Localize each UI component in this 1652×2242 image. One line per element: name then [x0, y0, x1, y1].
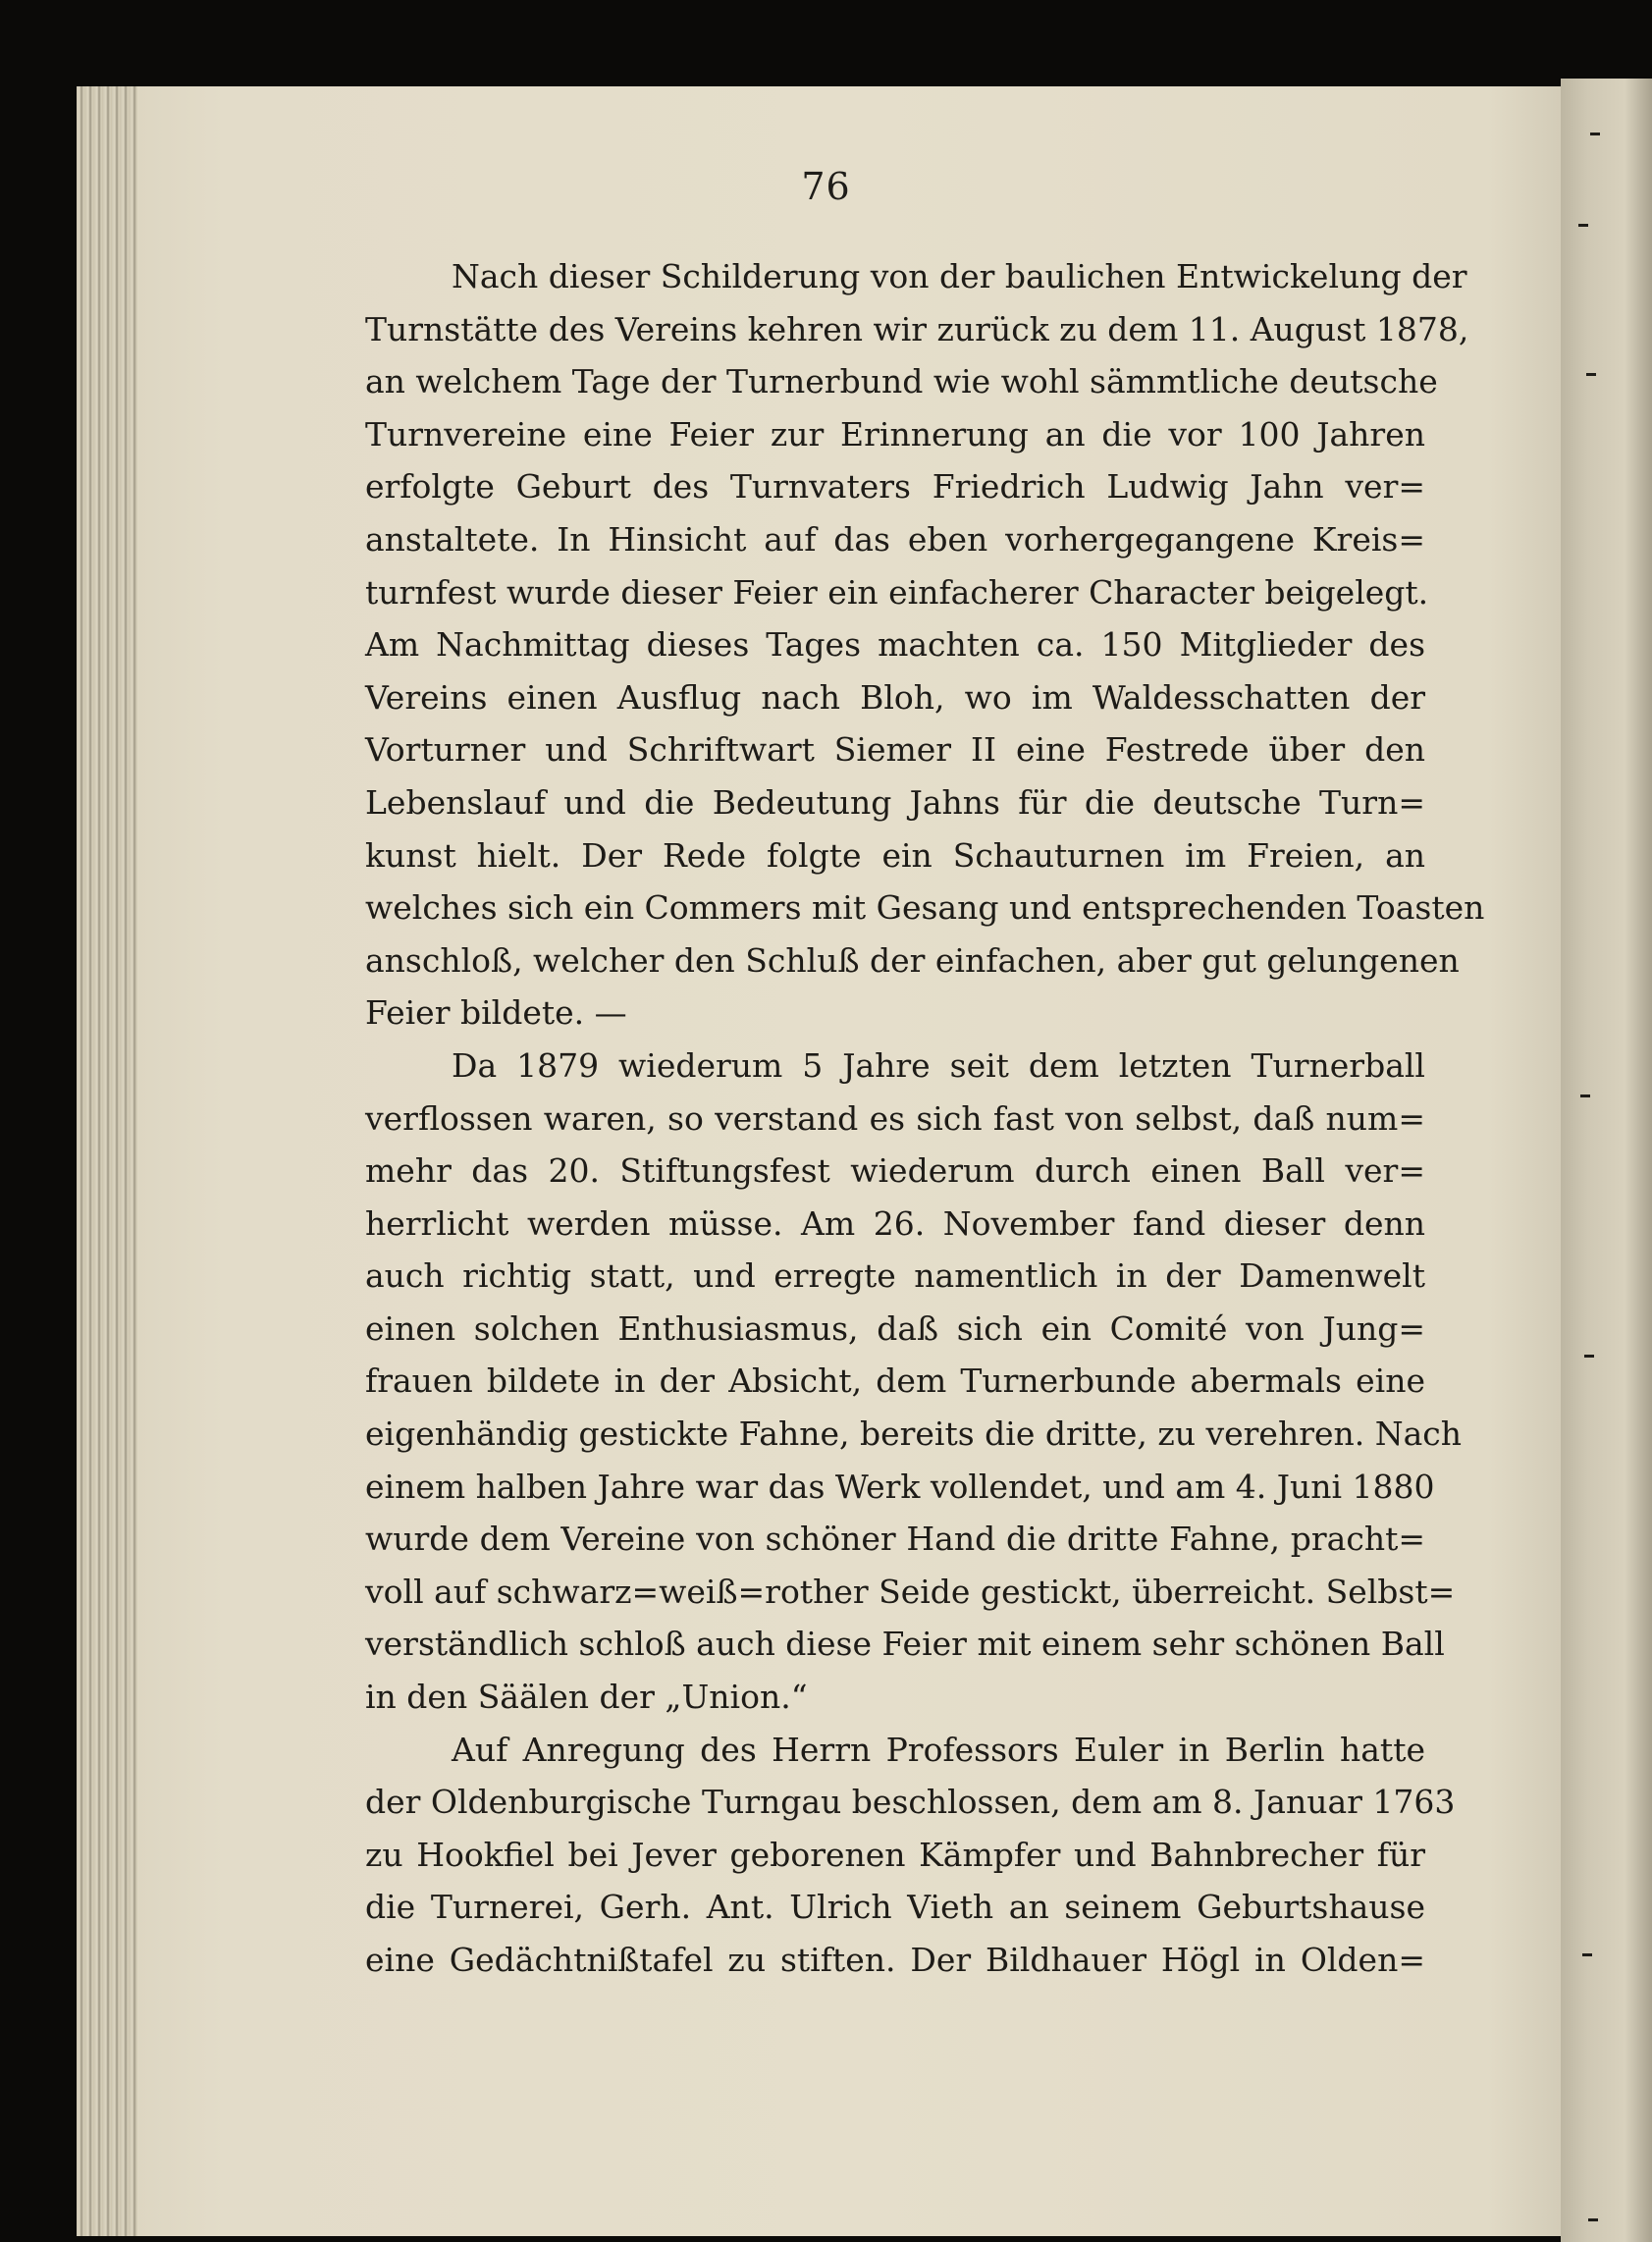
text-line: Lebenslauf und die Bedeutung Jahns für die deutsche Turn= [365, 782, 1425, 822]
text-line: in den Säälen der „Union.“ [365, 1678, 808, 1717]
text-line: die Turnerei, Gerh. Ant. Ulrich Vieth an seinem Geburtshause [365, 1888, 1425, 1927]
text-line: Da 1879 wiederum 5 Jahre seit dem letzten Turnerball [452, 1045, 1425, 1085]
text-line: turnfest wurde dieser Feier ein einfacherer Character beigelegt. [365, 572, 1429, 612]
text-line: anschloß, welcher den Schluß der einfachen, aber gut gelungenen [365, 940, 1460, 980]
text-line: Turnstätte des Vereins kehren wir zurück zu dem 11. August 1878, [365, 309, 1469, 348]
text-line: erfolgte Geburt des Turnvaters Friedrich Ludwig Jahn ver= [365, 467, 1425, 507]
text-line: einem halben Jahre war das Werk vollendet, und am 4. Juni 1880 [365, 1467, 1435, 1506]
text-line: Nach dieser Schilderung von der baulichen Entwickelung der [452, 257, 1467, 295]
text-line: Feier bildete. — [365, 993, 627, 1033]
text-line: zu Hookfiel bei Jever geborenen Kämpfer und Bahnbrecher für [365, 1835, 1425, 1874]
text-line: eine Gedächtnißtafel zu stiften. Der Bildhauer Högl in Olden= [365, 1941, 1425, 1979]
book-gutter [1561, 79, 1652, 2242]
body-text [365, 250, 1485, 1987]
text-line: auch richtig statt, und erregte namentlich in der Damenwelt [365, 1256, 1425, 1296]
page-number: 76 [801, 165, 851, 208]
text-line: einen solchen Enthusiasmus, daß sich ein Comité von Jung= [365, 1308, 1425, 1348]
page-edges [77, 86, 145, 2236]
text-line: anstaltete. In Hinsicht auf das eben vorhergegangene Kreis= [365, 519, 1425, 559]
text-line: Auf Anregung des Herrn Professors Euler in Berlin hatte [452, 1730, 1425, 1769]
text-line: verflossen waren, so verstand es sich fast von selbst, daß num= [365, 1098, 1425, 1138]
text-line: Vorturner und Schriftwart Siemer II eine Festrede über den [365, 730, 1425, 770]
text-line: Vereins einen Ausflug nach Bloh, wo im Waldesschatten der [365, 677, 1425, 717]
text-line: mehr das 20. Stiftungsfest wiederum durch einen Ball ver= [365, 1151, 1425, 1191]
text-line: verständlich schloß auch diese Feier mit einem sehr schönen Ball [365, 1625, 1445, 1664]
text-line: an welchem Tage der Turnerbund wie wohl sämmtliche deutsche [365, 362, 1438, 401]
text-line: frauen bildete in der Absicht, dem Turnerbunde abermals eine [365, 1361, 1425, 1401]
text-line: wurde dem Vereine von schöner Hand die dritte Fahne, pracht= [365, 1520, 1425, 1559]
text-line: der Oldenburgische Turngau beschlossen, dem am 8. Januar 1763 [365, 1783, 1456, 1822]
text-line: voll auf schwarz=weiß=rother Seide gestickt, überreicht. Selbst= [365, 1572, 1456, 1611]
text-line: Turnvereine eine Feier zur Erinnerung an die vor 100 Jahren [365, 414, 1425, 454]
text-line: welches sich ein Commers mit Gesang und entsprechenden Toasten [365, 888, 1485, 928]
text-line: Am Nachmittag dieses Tages machten ca. 150 Mitglieder des [365, 625, 1425, 665]
text-line: kunst hielt. Der Rede folgte ein Schauturnen im Freien, an [365, 835, 1425, 875]
text-line: herrlicht werden müsse. Am 26. November fand dieser denn [365, 1203, 1425, 1243]
text-line: eigenhändig gestickte Fahne, bereits die dritte, zu verehren. Nach [365, 1415, 1463, 1454]
